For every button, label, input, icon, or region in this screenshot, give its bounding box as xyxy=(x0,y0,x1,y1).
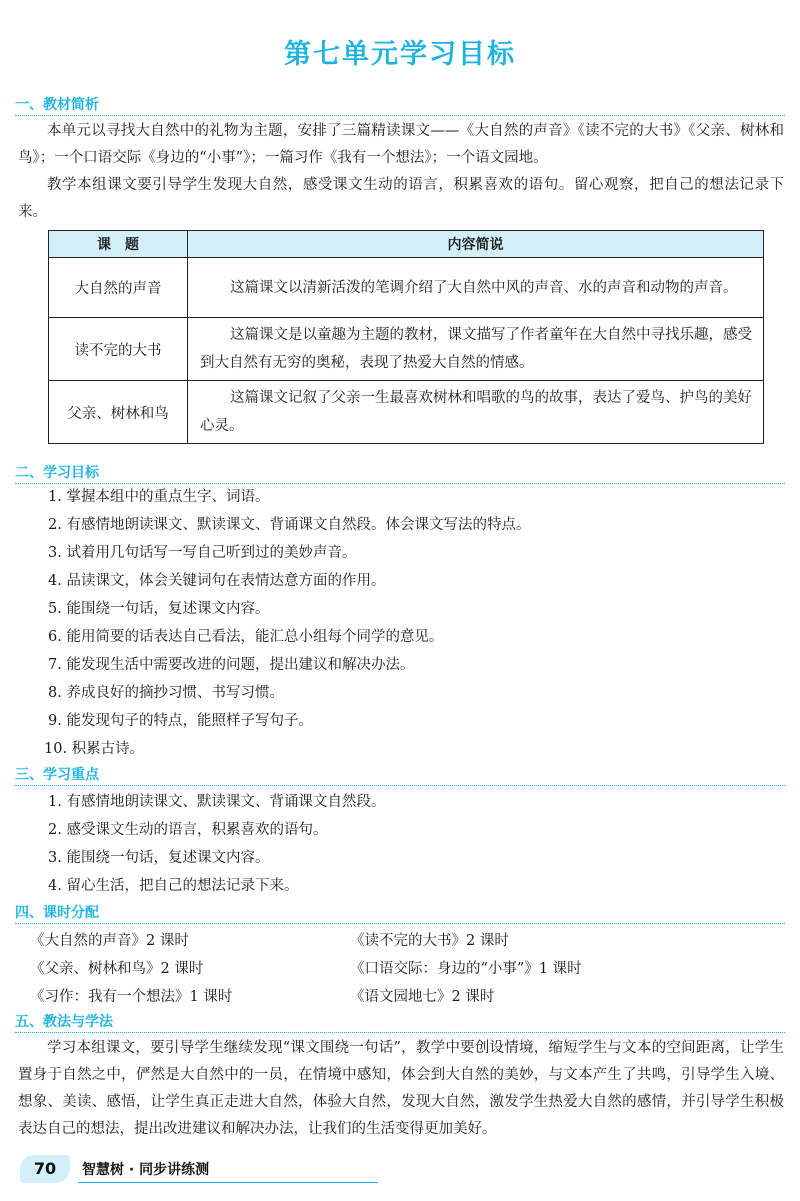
goal-item: 9. 能发现句子的特点，能照样子写句子。 xyxy=(48,713,313,729)
goal-item: 4. 品读课文，体会关键词句在表情达意方面的作用。 xyxy=(48,573,386,589)
section-heading-textbook-analysis: 一、教材简析 xyxy=(15,94,785,116)
page-number: 70 xyxy=(20,1155,70,1183)
table-row xyxy=(49,381,764,444)
table-header-summary: 内容简说 xyxy=(188,231,764,258)
schedule-item: 《读不完的大书》2 课时 xyxy=(350,933,509,949)
lesson-table xyxy=(48,230,764,444)
table-row xyxy=(49,258,764,318)
goal-item: 5. 能围绕一句话，复述课文内容。 xyxy=(48,601,270,617)
schedule-item: 《语文园地七》2 课时 xyxy=(350,989,495,1005)
lesson-name: 大自然的声音 xyxy=(49,258,188,318)
goal-item: 10. 积累古诗。 xyxy=(44,741,145,757)
section-heading-key-points: 三、学习重点 xyxy=(15,764,785,786)
lesson-name: 读不完的大书 xyxy=(49,318,188,381)
intro-paragraph-2: 教学本组课文要引导学生发现大自然，感受课文生动的语言，积累喜欢的语句。留心观察，把自己的想法记录下来。 xyxy=(18,177,784,220)
goal-item: 2. 有感情地朗读课文、默读课文、背诵课文自然段。体会课文写法的特点。 xyxy=(48,517,531,533)
goal-item: 7. 能发现生活中需要改进的问题，提出建议和解决办法。 xyxy=(48,657,415,673)
key-point-item: 1. 有感情地朗读课文、默读课文、背诵课文自然段。 xyxy=(48,794,386,810)
methods-paragraph: 学习本组课文，要引导学生继续发现“课文围绕一句话”，教学中要创设情境，缩短学生与文本的空间距离，让学生置身于自然之中，俨然是大自然中的一员，在情境中感知，体会到大自然的美妙，与文本产生了共鸣，引导学生入境、想象、美读、感悟，让学生真正走进大自然，体验大自然，发现大自然，激发学生热爱大自然的感情，并引导学生积极表达自己的想法，提出改进建议和解决办法，让我们的生活变得更加美好。 xyxy=(18,1040,784,1137)
table-row xyxy=(49,318,764,381)
intro-paragraph-1: 本单元以寻找大自然中的礼物为主题，安排了三篇精读课文——《大自然的声音》《读不完的大书》《父亲、树林和鸟》；一个口语交际《身边的“小事”》；一篇习作《我有一个想法》；一个语文园地。 xyxy=(18,123,784,166)
lesson-summary: 这篇课文以清新活泼的笔调介绍了大自然中风的声音、水的声音和动物的声音。 xyxy=(188,258,764,318)
key-point-item: 2. 感受课文生动的语言，积累喜欢的语句。 xyxy=(48,822,328,838)
section-heading-learning-goals: 二、学习目标 xyxy=(15,462,785,484)
section-heading-schedule: 四、课时分配 xyxy=(15,902,785,924)
key-point-item: 4. 留心生活，把自己的想法记录下来。 xyxy=(48,878,299,894)
book-title: 智慧树 · 同步讲练测 xyxy=(82,1162,210,1178)
page-title: 第七单元学习目标 xyxy=(284,39,516,70)
footer-divider xyxy=(78,1182,378,1183)
schedule-item: 《口语交际：身边的“小事”》1 课时 xyxy=(350,961,582,977)
lesson-summary: 这篇课文是以童趣为主题的教材，课文描写了作者童年在大自然中寻找乐趣，感受到大自然有无穷的奥秘，表现了热爱大自然的情感。 xyxy=(188,318,764,381)
key-point-item: 3. 能围绕一句话，复述课文内容。 xyxy=(48,850,270,866)
goal-item: 8. 养成良好的摘抄习惯、书写习惯。 xyxy=(48,685,284,701)
goal-item: 3. 试着用几句话写一写自己听到过的美妙声音。 xyxy=(48,545,357,561)
schedule-item: 《父亲、树林和鸟》2 课时 xyxy=(30,961,204,977)
goal-item: 1. 掌握本组中的重点生字、词语。 xyxy=(48,489,270,505)
goal-item: 6. 能用简要的话表达自己看法，能汇总小组每个同学的意见。 xyxy=(48,629,444,645)
lesson-summary: 这篇课文记叙了父亲一生最喜欢树林和唱歌的鸟的故事，表达了爱鸟、护鸟的美好心灵。 xyxy=(188,381,764,444)
table-header-lesson: 课 题 xyxy=(49,231,188,258)
section-heading-methods: 五、教法与学法 xyxy=(15,1011,785,1033)
table-header-row xyxy=(49,231,764,258)
page-footer xyxy=(20,1155,400,1185)
schedule-item: 《习作：我有一个想法》1 课时 xyxy=(30,989,233,1005)
schedule-item: 《大自然的声音》2 课时 xyxy=(30,933,189,949)
lesson-name: 父亲、树林和鸟 xyxy=(49,381,188,444)
